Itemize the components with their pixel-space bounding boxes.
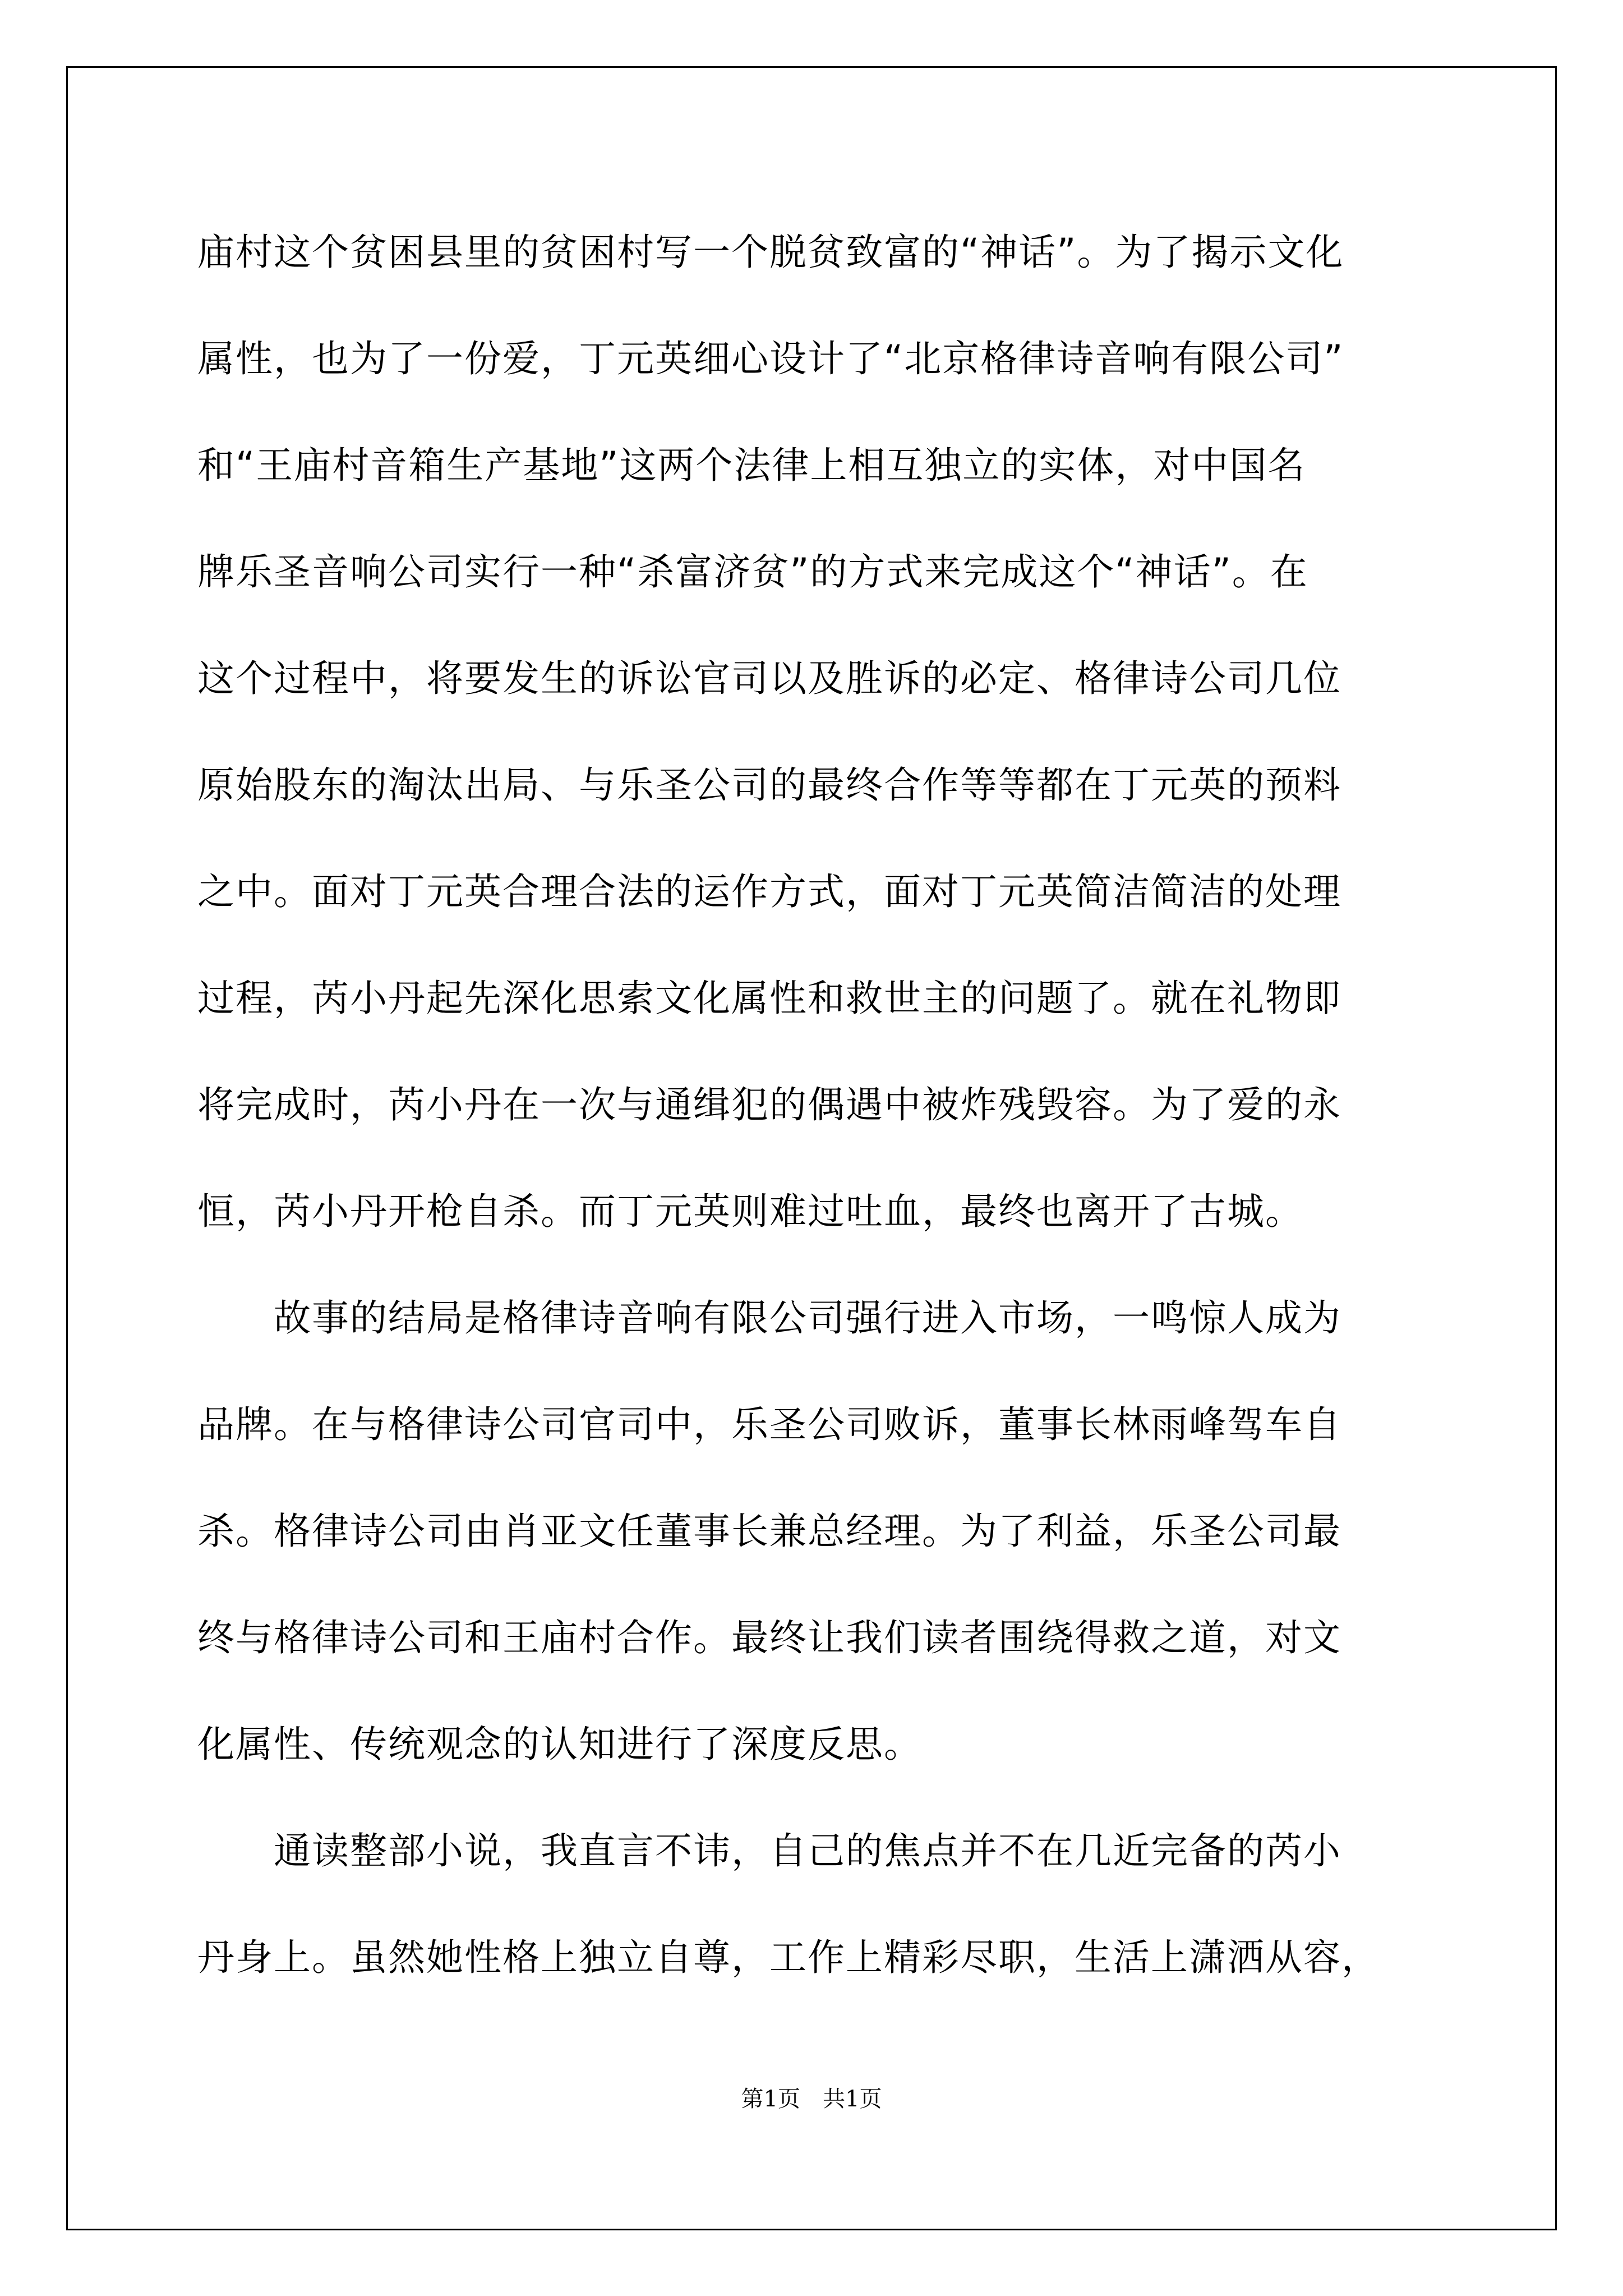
text-line: 原始股东的淘汰出局、与乐圣公司的最终合作等等都在丁元英的预料 xyxy=(197,763,1341,807)
text-line: 丹身上。虽然她性格上独立自尊，工作上精彩尽职，生活上潇洒从容， xyxy=(197,1936,1380,1979)
text-line: 故事的结局是格律诗音响有限公司强行进入市场，一鸣惊人成为 xyxy=(197,1296,1341,1340)
text-line: 化属性、传统观念的认知进行了深度反思。 xyxy=(197,1723,922,1766)
text-line: 将完成时，芮小丹在一次与通缉犯的偶遇中被炸残毁容。为了爱的永 xyxy=(197,1083,1341,1126)
page-footer: 第1页 共1页 xyxy=(741,2086,882,2112)
text-line: 杀。格律诗公司由肖亚文任董事长兼总经理。为了利益，乐圣公司最 xyxy=(197,1510,1341,1553)
text-line: 属性，也为了一份爱，丁元英细心设计了“北京格律诗音响有限公司” xyxy=(197,337,1344,380)
text-line: 恒，芮小丹开枪自杀。而丁元英则难过吐血，最终也离开了古城。 xyxy=(197,1190,1303,1233)
text-line: 这个过程中，将要发生的诉讼官司以及胜诉的必定、格律诗公司几位 xyxy=(197,657,1341,700)
page-border xyxy=(66,66,1557,2230)
text-line: 之中。面对丁元英合理合法的运作方式，面对丁元英简洁简洁的处理 xyxy=(197,870,1341,913)
text-line: 终与格律诗公司和王庙村合作。最终让我们读者围绕得救之道，对文 xyxy=(197,1616,1341,1659)
text-line: 和“王庙村音箱生产基地”这两个法律上相互独立的实体，对中国名 xyxy=(197,444,1306,487)
text-line: 庙村这个贫困县里的贫困村写一个脱贫致富的“神话”。为了揭示文化 xyxy=(197,231,1344,274)
text-line: 品牌。在与格律诗公司官司中，乐圣公司败诉，董事长林雨峰驾车自 xyxy=(197,1403,1341,1446)
text-line: 过程，芮小丹起先深化思索文化属性和救世主的问题了。就在礼物即 xyxy=(197,977,1341,1020)
text-line: 通读整部小说，我直言不讳，自己的焦点并不在几近完备的芮小 xyxy=(197,1829,1341,1872)
text-line: 牌乐圣音响公司实行一种“杀富济贫”的方式来完成这个“神话”。在 xyxy=(197,550,1308,593)
